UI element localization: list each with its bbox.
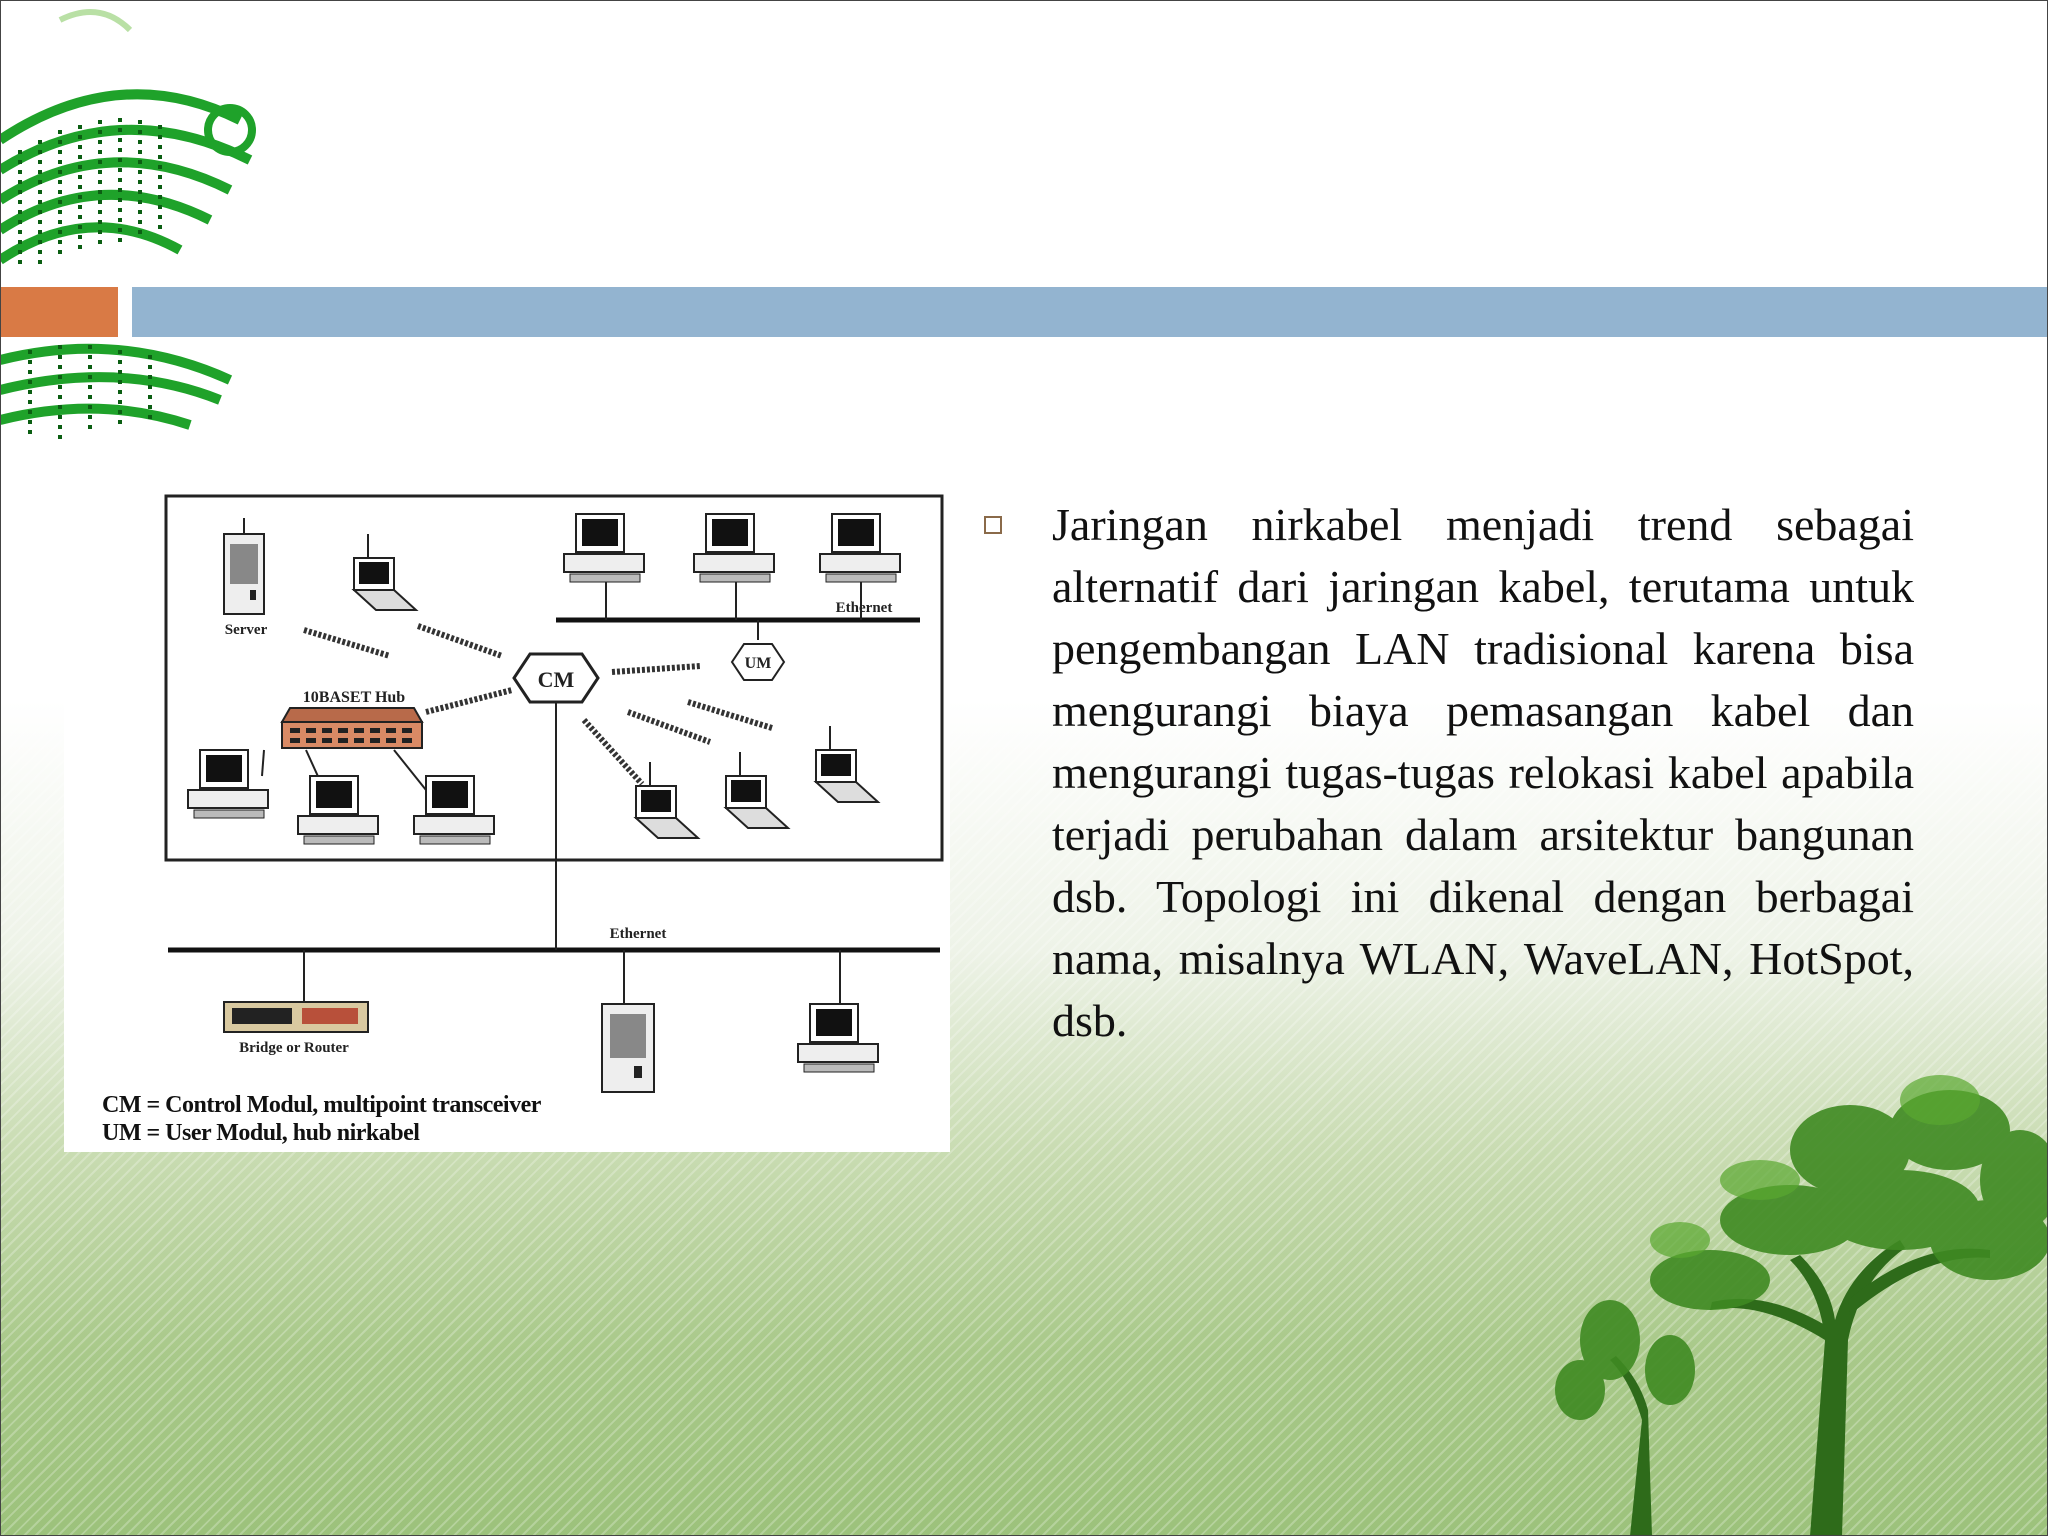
ethernet-bottom-label: Ethernet — [609, 926, 667, 942]
laptop-icon — [726, 752, 788, 828]
hub-icon — [282, 689, 422, 748]
decorative-tree — [1380, 1040, 2048, 1536]
desktop-pc-icon — [820, 514, 900, 582]
desktop-pc-icon — [298, 776, 378, 844]
decorative-swirl — [0, 0, 260, 470]
cm-label: CM — [537, 667, 575, 692]
desktop-pc-icon — [188, 750, 268, 818]
title-bar-accent — [0, 287, 118, 337]
legend-um: UM = User Modul, hub nirkabel — [102, 1120, 420, 1146]
server-icon — [602, 1004, 654, 1092]
square-bullet-icon — [984, 516, 1002, 534]
server-icon — [224, 518, 268, 638]
um-hub-icon — [732, 644, 784, 680]
desktop-pc-icon — [694, 514, 774, 582]
cm-hub-icon — [514, 654, 598, 702]
router-icon — [224, 1002, 368, 1056]
network-diagram — [64, 494, 950, 1152]
desktop-pc-icon — [414, 776, 494, 844]
title-bar — [132, 287, 2048, 337]
laptop-icon — [636, 762, 698, 838]
desktop-pc-icon — [798, 1004, 878, 1072]
laptop-icon — [816, 726, 878, 802]
legend-cm: CM = Control Modul, multipoint transceiver — [102, 1092, 541, 1118]
laptop-icon — [354, 534, 416, 610]
hub-label: 10BASET Hub — [302, 689, 406, 706]
um-label: UM — [744, 655, 772, 672]
body-text: Jaringan nirkabel menjadi trend sebagai alternatif dari jaringan kabel, terutama untuk pengembangan LAN tradisional karena bisa mengurangi biaya pemasangan kabel dan mengurangi tugas-tugas relokasi kabel apabila terjadi perubahan dalam arsitektur bangunan dsb. Topologi ini dikenal dengan berbagai nama, misalnya WLAN, WaveLAN, HotSpot, dsb. — [1052, 499, 1914, 1046]
bridge-label: Bridge or Router — [239, 1040, 349, 1056]
desktop-pc-icon — [564, 514, 644, 582]
ethernet-top-label: Ethernet — [835, 600, 893, 616]
server-label: Server — [224, 622, 268, 638]
